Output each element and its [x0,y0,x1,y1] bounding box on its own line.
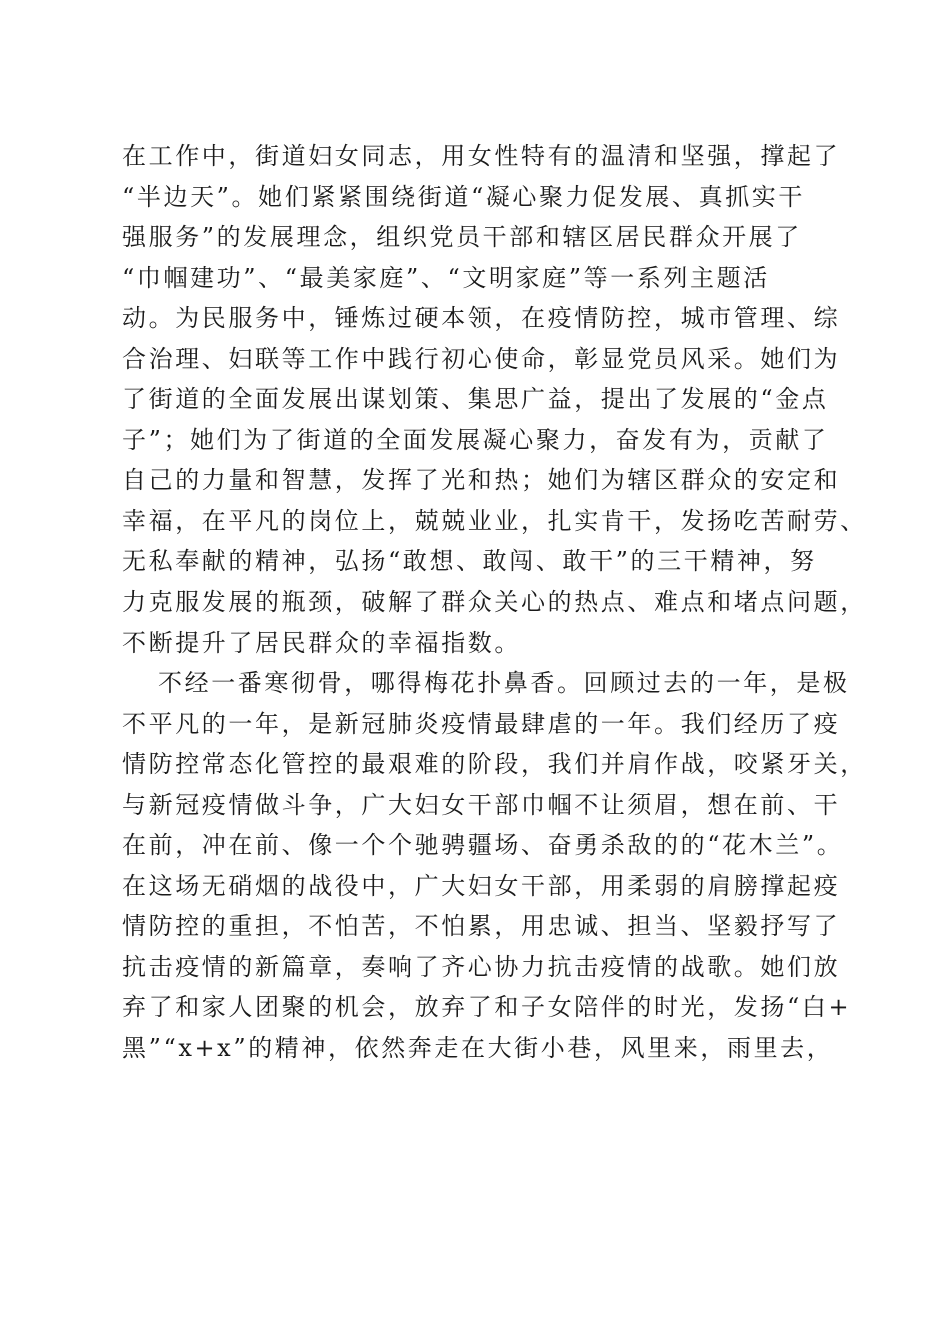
text-line: 黑”“x+x”的精神，依然奔走在大街小巷，风里来，雨里去， [122,1034,834,1063]
text-line: 弃了和家人团聚的机会，放弃了和子女陪伴的时光，发扬“白+ [122,993,852,1022]
text-line: 情防控的重担，不怕苦，不怕累，用忠诚、担当、坚毅抒写了 [122,912,841,941]
text-line: 自己的力量和智慧，发挥了光和热；她们为辖区群众的安定和 [122,466,841,495]
text-line: 无私奉献的精神，弘扬“敢想、敢闯、敢干”的三干精神，努 [122,547,817,576]
text-line: 幸福，在平凡的岗位上，兢兢业业，扎实肯干，发扬吃苦耐劳、 [122,506,867,535]
text-line: 情防控常态化管控的最艰难的阶段，我们并肩作战，咬紧牙关， [122,750,867,779]
paragraph-1 [122,136,867,663]
text-line: 动。为民服务中，锤炼过硬本领，在疫情防控，城市管理、综 [122,304,841,333]
paragraph-2 [122,663,867,1068]
text-line: “半边天”。她们紧紧围绕街道“凝心聚力促发展、真抓实干 [122,182,806,211]
text-line: 在前，冲在前、像一个个驰骋疆场、奋勇杀敌的的“花木兰”。 [122,831,844,860]
text-line: 在工作中，街道妇女同志，用女性特有的温清和坚强，撑起了 [122,142,841,170]
text-line: 力克服发展的瓶颈，破解了群众关心的热点、难点和堵点问题， [122,588,867,617]
text-line: 与新冠疫情做斗争，广大妇女干部巾帼不让须眉，想在前、干 [122,790,841,819]
text-line: 不经一番寒彻骨，哪得梅花扑鼻香。回顾过去的一年，是极 [158,669,850,698]
text-line: 子”；她们为了街道的全面发展凝心聚力，奋发有为，贡献了 [122,425,829,454]
text-line: 强服务”的发展理念，组织党员干部和辖区居民群众开展了 [122,223,802,252]
text-line: 了街道的全面发展出谋划策、集思广益，提出了发展的“金点 [122,385,829,414]
text-line: 抗击疫情的新篇章，奏响了齐心协力抗击疫情的战歌。她们放 [122,952,841,981]
body-text [122,136,867,1069]
text-line: 不断提升了居民群众的幸福指数。 [122,628,521,657]
text-line: 不平凡的一年，是新冠肺炎疫情最肆虐的一年。我们经历了疫 [122,709,841,738]
text-line: “巾帼建功”、“最美家庭”、“文明家庭”等一系列主题活 [122,263,770,292]
text-line: 在这场无硝烟的战役中，广大妇女干部，用柔弱的肩膀撑起疫 [122,871,841,900]
text-line: 合治理、妇联等工作中践行初心使命，彰显党员风采。她们为 [122,344,841,373]
